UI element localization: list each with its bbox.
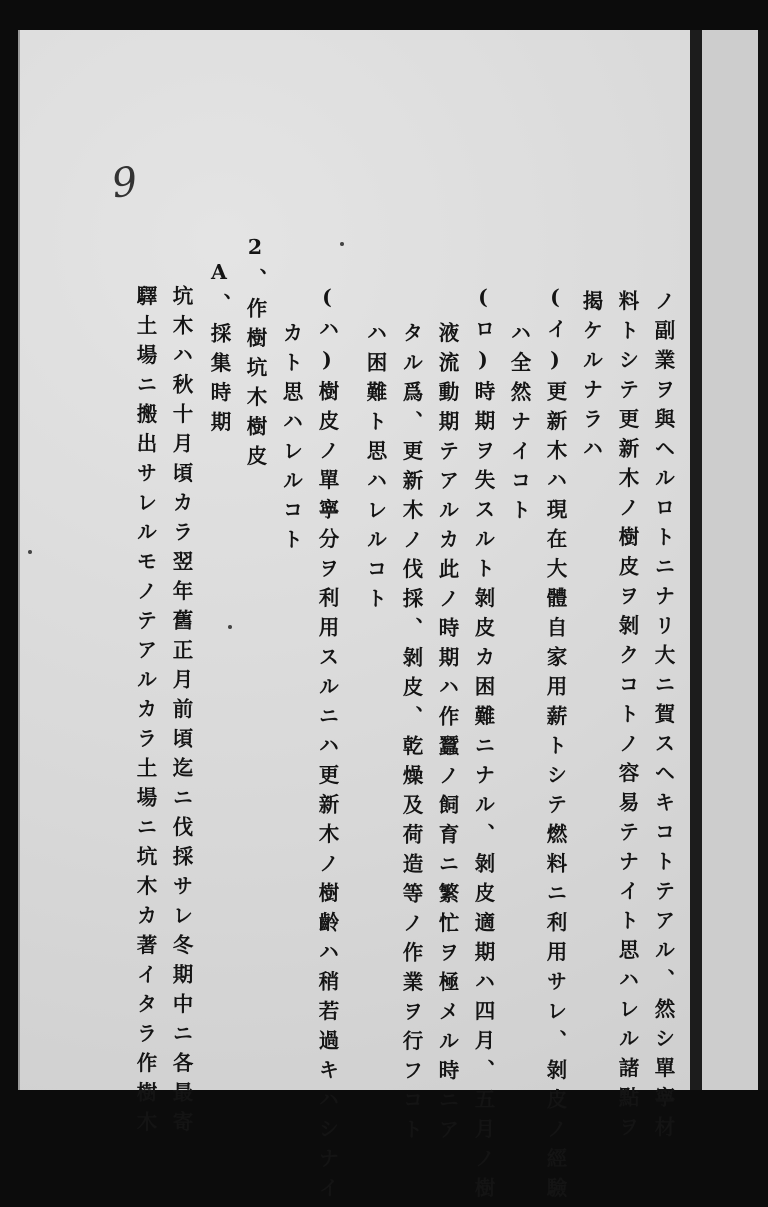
text-column-1: ノ副業ヲ與ヘルロトニナリ大ニ賀スヘキコトテアル、然シ單寧材	[651, 290, 675, 1146]
section-heading: 2、作樹坑木樹皮	[243, 235, 267, 475]
book-spine	[690, 30, 702, 1090]
text-column-5: ハ全然ナイコト	[507, 322, 531, 529]
text-column-7: 液流動期テアルカ此ノ時期ハ作蠶ノ飼育ニ繁忙ヲ極メル時ニア	[435, 322, 459, 1148]
facing-page	[702, 30, 758, 1090]
text-column-9: ハ困難ト思ハレルコト	[363, 322, 387, 617]
text-column-4: (イ)更新木ハ現在大體自家用薪トシテ燃料ニ利用サレ、剝皮ノ經驗	[543, 285, 567, 1207]
text-column-8: タル爲、更新木ノ伐採、剝皮、乾燥及荷造等ノ作業ヲ行フコト	[399, 322, 423, 1148]
speck	[228, 625, 232, 629]
text-column-2: 料トシテ更新木ノ樹皮ヲ剝クコトノ容易テナイト思ハレル諸點ヲ	[615, 290, 639, 1146]
document-page	[18, 30, 692, 1207]
speck	[340, 242, 344, 246]
text-column-10: (ハ)樹皮ノ單寧分ヲ利用スルニハ更新木ノ樹齡ハ稍若過キハシナイ	[315, 285, 339, 1207]
facing-page-edge	[758, 30, 768, 1090]
text-column-15: 驛土場ニ搬出サレルモノテアルカラ土場ニ坑木カ著イタラ作樹木	[133, 285, 157, 1141]
subsection-heading: A、採集時期	[207, 260, 231, 441]
speck	[28, 550, 32, 554]
page-number: 9	[108, 158, 141, 208]
text-column-11: カト思ハレルコト	[279, 322, 303, 558]
text-column-14: 坑木ハ秋十月頃カラ翌年舊正月前頃迄ニ伐採サレ冬期中ニ各最寄	[169, 285, 193, 1141]
text-column-6: (ロ)時期ヲ失スルト剝皮カ困難ニナル、剝皮適期ハ四月、五月ノ樹	[471, 285, 495, 1207]
text-column-3: 揭ケルナラハ	[579, 290, 603, 467]
